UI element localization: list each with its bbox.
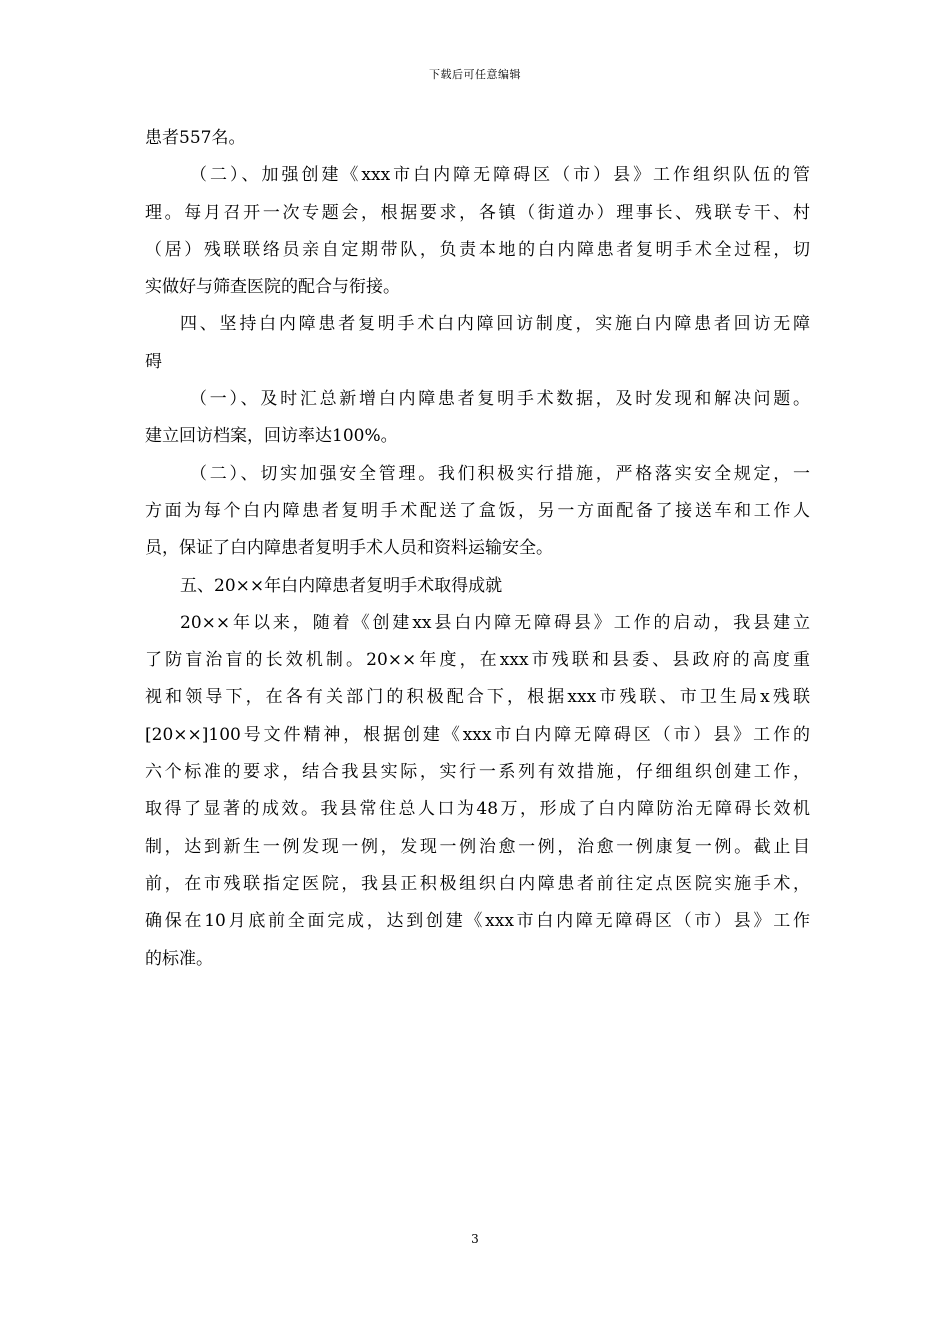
body-line: 实做好与筛查医院的配合与衔接。 <box>145 277 400 298</box>
body-line: 的标准。 <box>145 948 213 969</box>
body-line: 患者557名。 <box>145 128 246 148</box>
document-body <box>145 120 810 978</box>
body-line: 了防盲治盲的长效机制。20××年度，在xxx市残联和县委、县政府的高度重 <box>145 650 810 671</box>
body-line: 理。每月召开一次专题会，根据要求，各镇（街道办）理事长、残联专干、村 <box>145 202 810 223</box>
body-line: （二）、切实加强安全管理。我们积极实行措施，严格落实安全规定，一 <box>190 463 810 484</box>
section-heading: 碍 <box>145 351 162 372</box>
body-line: 前，在市残联指定医院，我县正积极组织白内障患者前往定点医院实施手术， <box>145 873 810 894</box>
body-line: 六个标准的要求，结合我县实际，实行一系列有效措施，仔细组织创建工作， <box>145 762 810 783</box>
body-line: 建立回访档案，回访率达100%。 <box>145 426 398 447</box>
body-line: 视和领导下，在各有关部门的积极配合下，根据xxx市残联、市卫生局x残联 <box>145 687 810 708</box>
body-line: [20××]100号文件精神，根据创建《xxx市白内障无障碍区（市）县》工作的 <box>145 724 810 745</box>
page-header: 下载后可任意编辑 <box>429 68 521 81</box>
body-line: 制，达到新生一例发现一例，发现一例治愈一例，治愈一例康复一例。截止目 <box>145 836 810 857</box>
body-line: （一）、及时汇总新增白内障患者复明手术数据，及时发现和解决问题。 <box>190 389 810 410</box>
body-line: 20××年以来，随着《创建xx县白内障无障碍县》工作的启动，我县建立 <box>180 612 810 633</box>
section-heading: 五、20××年白内障患者复明手术取得成就 <box>180 575 503 596</box>
body-line: （居）残联联络员亲自定期带队，负责本地的白内障患者复明手术全过程，切 <box>145 239 810 260</box>
body-line: 员，保证了白内障患者复明手术人员和资料运输安全。 <box>145 538 553 559</box>
section-heading: 四、坚持白内障患者复明手术白内障回访制度，实施白内障患者回访无障 <box>180 314 810 335</box>
body-line: 取得了显著的成效。我县常住总人口为48万，形成了白内障防治无障碍长效机 <box>145 799 810 820</box>
page-number: 3 <box>471 1232 479 1246</box>
body-line: 确保在10月底前全面完成，达到创建《xxx市白内障无障碍区（市）县》工作 <box>145 911 810 932</box>
body-line: 方面为每个白内障患者复明手术配送了盒饭，另一方面配备了接送车和工作人 <box>145 500 810 521</box>
body-line: （二）、加强创建《xxx市白内障无障碍区（市）县》工作组织队伍的管 <box>190 165 810 186</box>
